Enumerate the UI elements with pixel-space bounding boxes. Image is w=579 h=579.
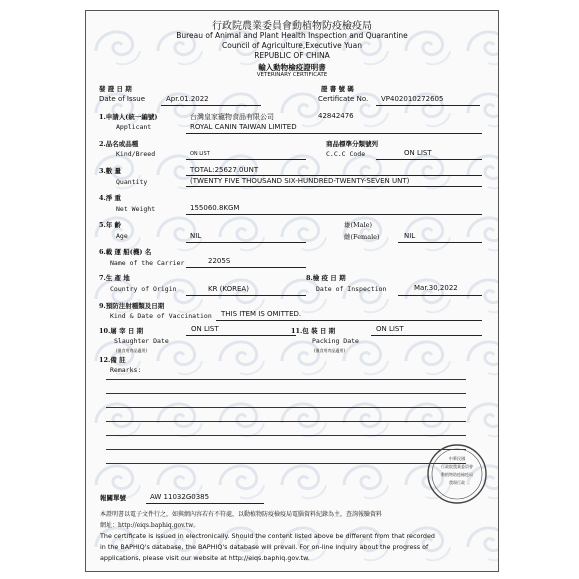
carrier-label: Name of the Carrier bbox=[110, 259, 185, 267]
footer-en-line1: The certificate is issued in electronically. Should the content listed above be different from that recorded bbox=[100, 532, 435, 540]
ccc-label: C.C.C Code bbox=[326, 150, 366, 158]
svg-text:農場行政: 農場行政 bbox=[449, 480, 465, 485]
declaration-value: AW 11032G0385 bbox=[150, 493, 210, 501]
sex-value: NIL bbox=[404, 232, 416, 240]
agency-title-en: Bureau of Animal and Plant Health Inspection and Quarantine bbox=[176, 31, 408, 40]
kind-label: Kind/Breed bbox=[116, 150, 156, 158]
footer-en-line2: in the BAPHIQ's database, the BAPHIQ's database will prevail. For on-line inquiry about the progress of bbox=[100, 543, 429, 551]
footer-zh-line1: 本證明書以電子文件行之，如與網內容若有不符處，以動植物防疫檢疫局電腦資料紀錄為主，查詢報驗資料 bbox=[100, 511, 383, 518]
remarks-label-zh: 12.備 註 bbox=[99, 356, 126, 364]
cert-no-label-zh: 證 書 號 碼 bbox=[321, 85, 354, 93]
applicant-label: Applicant bbox=[116, 123, 152, 131]
age-label: Age bbox=[116, 232, 128, 240]
weight-label: Net Weight bbox=[116, 205, 156, 213]
council-title: Council of Agriculture,Executive Yuan bbox=[222, 41, 362, 50]
carrier-label-zh: 6.載 運 船(機) 名 bbox=[99, 248, 152, 256]
slaughter-date-value: ON LIST bbox=[191, 325, 219, 333]
packing-note: (僅食用肉品適用) bbox=[314, 348, 346, 353]
carrier-value: 2205S bbox=[208, 257, 231, 265]
svg-text:動植物防疫檢疫局: 動植物防疫檢疫局 bbox=[441, 472, 473, 477]
declaration-label-zh: 報關單號 bbox=[100, 494, 126, 502]
certificate-title-zh: 輸入動物檢疫證明書 bbox=[258, 63, 326, 72]
ccc-value: ON LIST bbox=[404, 149, 432, 157]
quantity-label: Quantity bbox=[116, 178, 148, 186]
female-label: 雌(Female) bbox=[344, 233, 380, 241]
applicant-name-en: ROYAL CANIN TAIWAN LIMITED bbox=[190, 123, 297, 131]
remarks-line bbox=[106, 393, 466, 394]
remarks-line bbox=[106, 449, 466, 450]
cert-no-label: Certificate No. bbox=[318, 95, 369, 103]
remarks-line bbox=[106, 435, 466, 436]
packing-date-label: Packing Date bbox=[312, 337, 359, 345]
kind-label-zh: 2.品名或品種 bbox=[99, 140, 139, 148]
certificate-page bbox=[85, 10, 499, 572]
country-title: REPUBLIC OF CHINA bbox=[254, 51, 330, 60]
quantity-label-zh: 3.數 量 bbox=[99, 167, 122, 175]
origin-value: KR (KOREA) bbox=[208, 285, 249, 293]
inspection-date-label: Date of Inspection bbox=[316, 285, 387, 293]
applicant-tax-id: 42842476 bbox=[318, 112, 354, 120]
slaughter-date-label-zh: 10.屠 宰 日 期 bbox=[99, 327, 144, 335]
remarks-line bbox=[106, 463, 466, 464]
svg-text:行政院農業委員會: 行政院農業委員會 bbox=[441, 464, 473, 469]
age-value: NIL bbox=[190, 232, 202, 240]
remarks-line bbox=[106, 407, 466, 408]
remarks-line bbox=[106, 421, 466, 422]
quantity-value: TOTAL:25627.0UNT bbox=[190, 166, 259, 174]
origin-label-zh: 7.生 產 地 bbox=[99, 274, 130, 282]
vaccination-label-zh: 9.預防注射種類及日期 bbox=[99, 302, 165, 310]
packing-date-value: ON LIST bbox=[376, 325, 404, 333]
issue-date-label: Date of Issue bbox=[99, 95, 146, 103]
slaughter-note: (僅食用肉品適用) bbox=[116, 348, 148, 353]
cert-no-value: VP402010272605 bbox=[381, 95, 444, 103]
inspection-date-value: Mar.30,2022 bbox=[414, 284, 458, 292]
quantity-words: (TWENTY FIVE THOUSAND SIX-HUNDRED-TWENTY-SEVEN UNT) bbox=[190, 177, 410, 185]
slaughter-date-label: Slaughter Date bbox=[114, 337, 169, 345]
packing-date-label-zh: 11.包 裝 日 期 bbox=[291, 327, 336, 335]
vaccination-value: THIS ITEM IS OMITTED. bbox=[221, 310, 302, 318]
age-label-zh: 5.年 齡 bbox=[99, 221, 122, 229]
remarks-line bbox=[106, 379, 466, 380]
svg-text:中華民國: 中華民國 bbox=[448, 456, 466, 461]
applicant-name-zh: 台灣皇家寵物食品有限公司 bbox=[190, 113, 274, 121]
origin-label: Country of Origin bbox=[110, 285, 177, 293]
footer-zh-line2: 網址：http://eiqs.baphiq.gov.tw。 bbox=[100, 522, 200, 529]
applicant-label-zh: 1.申請人(統一編號) bbox=[99, 113, 158, 121]
issue-date-label-zh: 發 證 日 期 bbox=[99, 85, 132, 93]
male-label: 雄(Male) bbox=[344, 221, 373, 229]
remarks-label: Remarks: bbox=[110, 366, 142, 374]
weight-value: 155060.8KGM bbox=[190, 204, 240, 212]
certificate-title-en: VETERINARY CERTIFICATE bbox=[256, 72, 328, 78]
kind-value: ON LIST bbox=[190, 151, 210, 157]
issue-date-value: Apr.01.2022 bbox=[166, 95, 209, 103]
ccc-label-zh: 商品標準分類號列 bbox=[326, 140, 378, 148]
weight-label-zh: 4.淨 重 bbox=[99, 194, 122, 202]
official-seal-stamp bbox=[426, 443, 488, 505]
vaccination-label: Kind & Date of Vaccination bbox=[110, 312, 212, 320]
inspection-date-label-zh: 8.檢 疫 日 期 bbox=[306, 274, 346, 282]
agency-title-zh: 行政院農業委員會動植物防疫檢疫局 bbox=[212, 21, 372, 32]
footer-en-line3: applications, please visit our website at http://eiqs.baphiq.gov.tw. bbox=[100, 554, 310, 562]
